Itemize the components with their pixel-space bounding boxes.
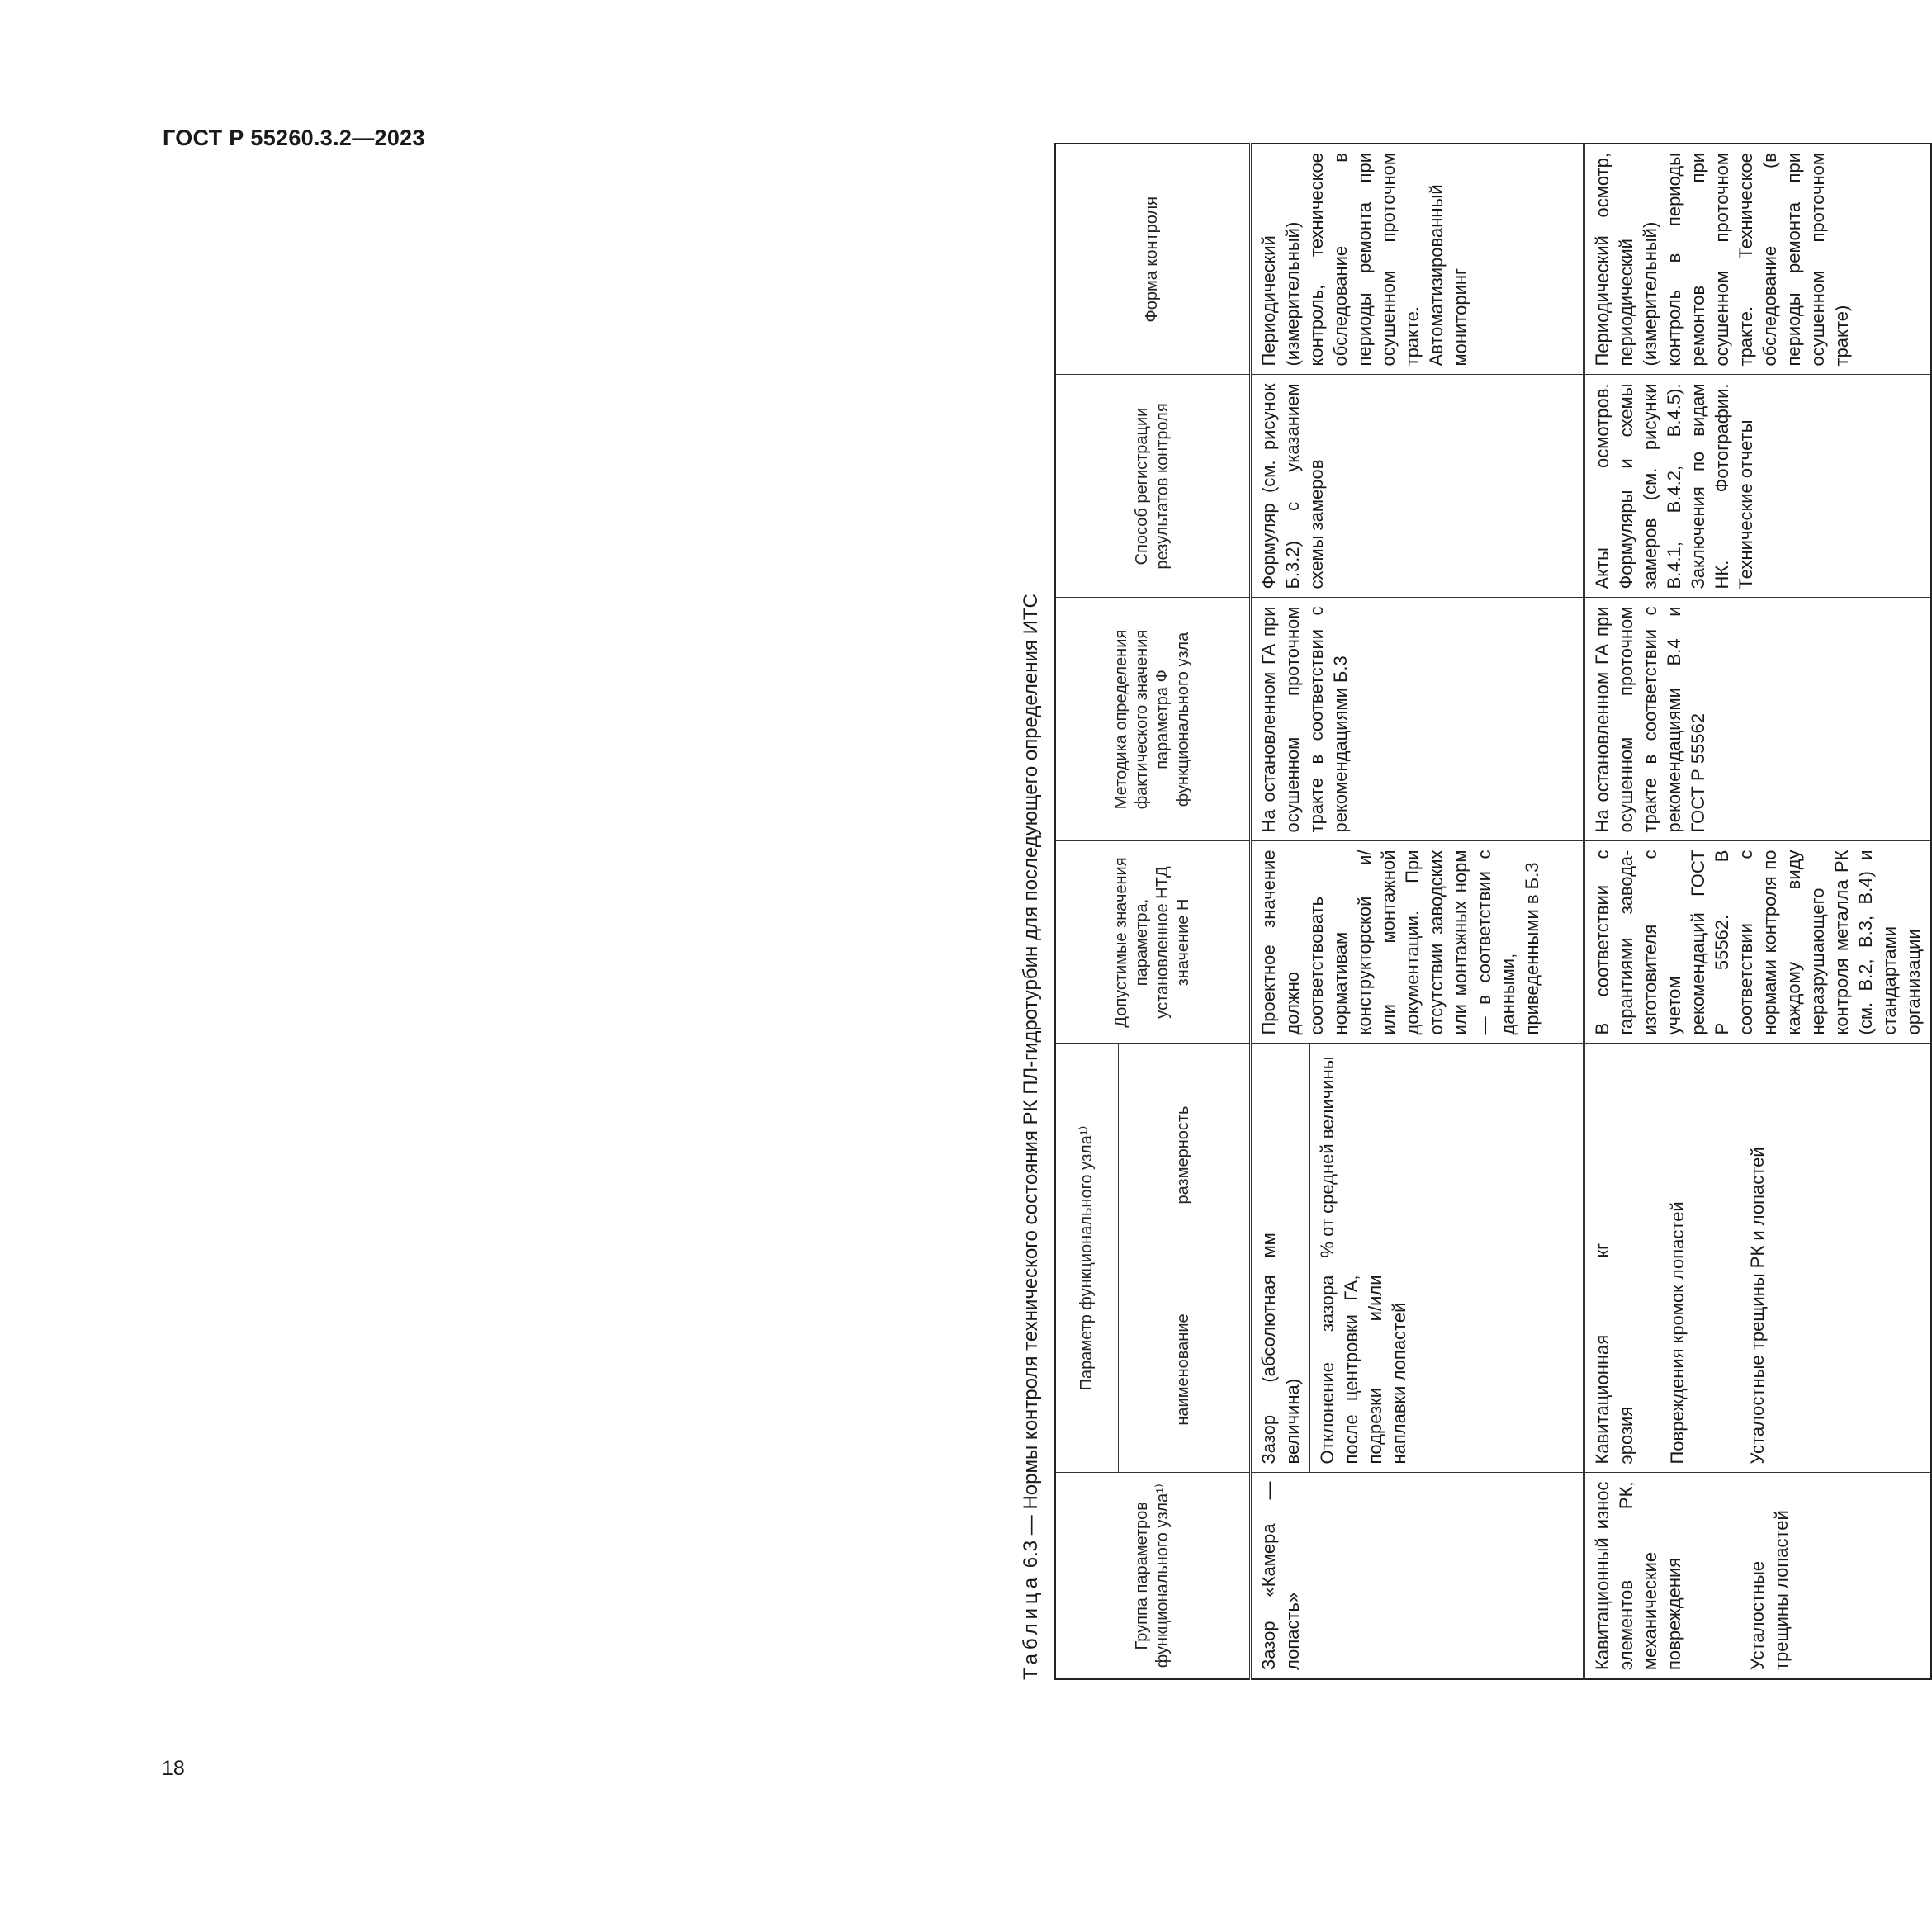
cell-gap-group: Зазор «Камера — лопасть»	[1250, 1473, 1584, 1679]
cell-gap-method: На остановленном ГА при осушенном проточном тракте в соответствии с рекомендациями Б.3	[1250, 598, 1584, 841]
cell-cav-method: На остановленном ГА при осушенном проточном тракте в соответствии с рекомендациями В.4 и ГОСТ Р 55562	[1584, 598, 1931, 841]
table-caption	[1011, 594, 1051, 1680]
col-header-name: наименование	[1118, 1266, 1250, 1473]
cell-gap-unit1: мм	[1250, 1044, 1309, 1266]
col-header-param: Параметр функционального узла¹⁾	[1055, 1044, 1118, 1473]
table-caption-text: 6.3 — Нормы контроля технического состояния РК ПЛ-гидротурбин для последующего определения ИТС	[1020, 594, 1042, 1569]
cell-cracks-group: Усталостные трещины лопастей	[1740, 1473, 1931, 1679]
table-row	[1250, 144, 1309, 1679]
cell-gap-registration: Формуляр (см. рисунок Б.3.2) с указанием схемы замеров	[1250, 375, 1584, 598]
norms-table	[1054, 143, 1932, 1680]
cell-cav-name1: Кавитационная эрозия	[1584, 1266, 1660, 1473]
page-number: 18	[162, 1757, 185, 1780]
cell-cav-name2: Повреждения кромок лопастей	[1660, 1044, 1740, 1473]
cell-gap-name2: Отклонение зазора после центровки ГА, подрезки и/или наплавки лопастей	[1309, 1266, 1584, 1473]
cell-cav-registration: Акты осмотров. Формуляры и схемы замеров (см. рисунки В.4.1, В.4.2, В.4.5). Заключения по видам НК. Фотографии. Технические отчеты	[1584, 375, 1931, 598]
cell-gap-form: Периодический (измерительный) контроль, техническое обследование в периоды ремонта при осушенном проточном тракте. Автоматизированный мониторинг	[1250, 144, 1584, 375]
rotated-table-region	[1011, 144, 1924, 1680]
col-header-allowed: Допустимые значения параметра, установленное НТД значение Н	[1055, 841, 1250, 1044]
col-header-method: Методика определения фактического значения параметра Ф функционального узла	[1055, 598, 1250, 841]
cell-gap-unit2: % от средней величины	[1309, 1044, 1584, 1266]
cell-cav-group: Кавитационный износ элементов РК, механические повреждения	[1584, 1473, 1740, 1679]
cell-cav-unit1: кг	[1584, 1044, 1660, 1266]
col-header-unit: размерность	[1118, 1044, 1250, 1266]
cell-cracks-name: Усталостные трещины РК и лопастей	[1740, 1044, 1931, 1473]
cell-cav-allowed: В соответствии с гарантиями завода-изготовителя с учетом рекомендаций ГОСТ Р 55562. В соответствии с нормами контроля по каждому виду неразрушающего контроля металла РК (см. В.2, В.3, В.4) и стандартами организации	[1584, 841, 1931, 1044]
cell-gap-allowed: Проектное значение должно соответствовать нормативам конструкторской и/или монтажной документации. При отсутствии заводских или монтажных норм — в соответствии с данными, приведенными в Б.3	[1250, 841, 1584, 1044]
cell-cav-form: Периодический осмотр, периодический (измерительный) контроль в периоды ремонтов при осушенном проточном тракте. Техническое обследование (в периоды ремонта при осушенном проточном тракте)	[1584, 144, 1931, 375]
col-header-registration: Способ регистрации результатов контроля	[1055, 375, 1250, 598]
table-caption-label: Таблица	[1020, 1573, 1042, 1680]
table-row	[1584, 144, 1660, 1679]
col-header-form: Форма контроля	[1055, 144, 1250, 375]
document-header: ГОСТ Р 55260.3.2—2023	[163, 125, 425, 150]
cell-gap-name1: Зазор (абсолютная величина)	[1250, 1266, 1309, 1473]
col-header-group: Группа параметров функционального узла¹⁾	[1055, 1473, 1250, 1679]
